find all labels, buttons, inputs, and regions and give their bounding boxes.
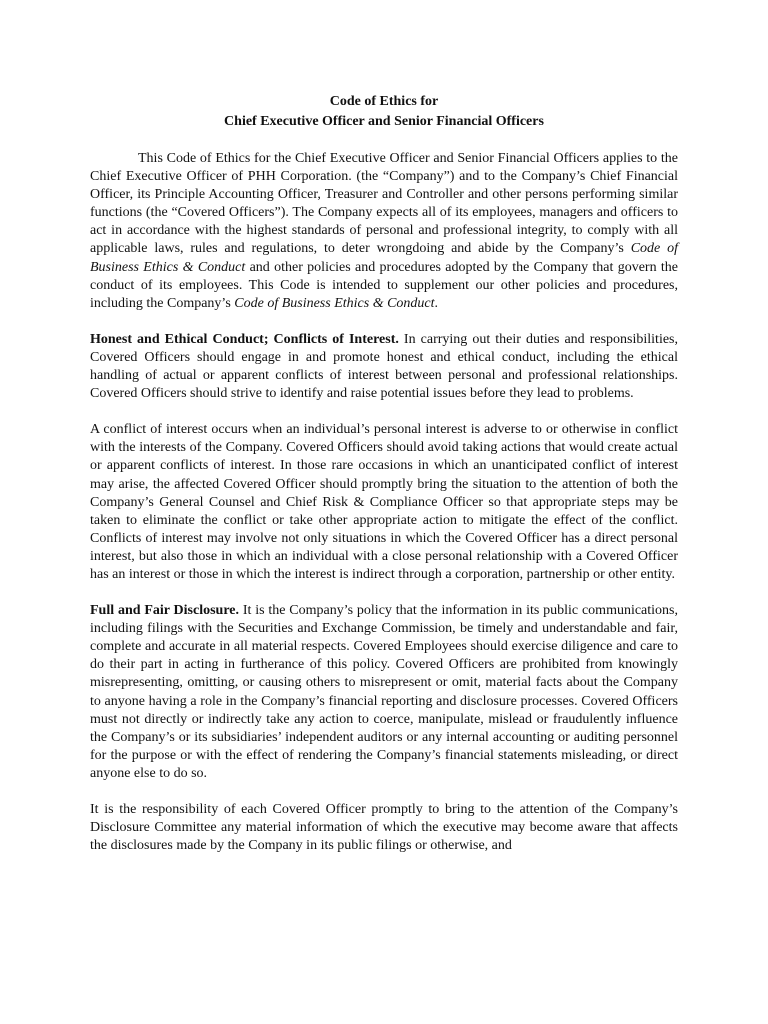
disclosure-paragraph xyxy=(90,602,678,783)
title-line-1: Code of Ethics for xyxy=(329,94,439,109)
disclosure-text: It is the Company’s policy that the information in its public communications, including filings with the Securities and Exchange Commission, be timely and understandable and fair, complete and accurate in all material respects. Covered Employees should exercise diligence and care to do their part in acting in furtherance of this policy. Covered Officers are prohibited from knowingly misrepresenting, omitting, or causing others to misrepresent or omit, material facts about the Company to anyone having a role in the Company’s financial reporting and disclosure processes. Covered Officers must not directly or indirectly take any action to coerce, manipulate, mislead or fraudulently influence the Company’s or its subsidiaries’ independent auditors or any internal accounting or auditing personnel for the purpose or with the effect of rendering the Company’s financial statements misleading, or direct anyone else to do so. xyxy=(90,603,679,781)
honest-conduct-heading: Honest and Ethical Conduct; Conflicts of Interest. xyxy=(90,331,399,347)
title-line-2: Chief Executive Officer and Senior Financial Officers xyxy=(224,114,544,129)
honest-conduct-paragraph xyxy=(90,331,678,403)
responsibility-paragraph: It is the responsibility of each Covered Officer promptly to bring to the attention of the Company’s Disclosure Committee any material information of which the executive may become aware that affects the disclosures made by the Company in its public filings or otherwise, and xyxy=(90,802,678,854)
intro-text-2: and other policies and procedures adopted by the Company that govern the conduct of its employees. This Code is intended to supplement our other policies and procedures, including the Company’s xyxy=(90,259,678,311)
intro-text-1: This Code of Ethics for the Chief Executive Officer and Senior Financial Officers applies to the Chief Executive Officer of PHH Corporation. (the “Company”) and to the Company’s Chief Financial Officer, its Principle Accounting Officer, Treasurer and Controller and other persons performing similar functions (the “Covered Officers”). The Company expects all of its employees, managers and officers to act in accordance with the highest standards of personal and professional integrity, to comply with all applicable laws, rules and regulations, to deter wrongdoing and abide by the Company’s xyxy=(90,151,678,257)
conflict-paragraph: A conflict of interest occurs when an individual’s personal interest is adverse to or otherwise in conflict with the interests of the Company. Covered Officers should avoid taking actions that would create actual or apparent conflicts of interest. In those rare occasions in which an unanticipated conflict of interest may arise, the affected Covered Officer should promptly bring the situation to the attention of both the Company’s General Counsel and Chief Risk & Compliance Officer so that appropriate steps may be taken to eliminate the conflict or take other appropriate action to mitigate the effect of the conflict. Conflicts of interest may involve not only situations in which the Covered Officer has a direct personal interest, but also those in which an individual with a close personal relationship with a Covered Officer has an interest or those in which the interest is indirect through a corporation, partnership or other entity. xyxy=(90,422,678,582)
honest-conduct-text: In carrying out their duties and responsibilities, Covered Officers should engage in and promote honest and ethical conduct, including the ethical handling of actual or apparent conflicts of interest between personal and professional relationships. Covered Officers should strive to identify and raise potential issues before they lead to problems. xyxy=(90,331,678,402)
intro-text-3: . xyxy=(434,295,439,311)
disclosure-heading: Full and Fair Disclosure. xyxy=(90,603,240,619)
document-title xyxy=(90,92,678,132)
intro-paragraph xyxy=(90,150,678,313)
intro-italic-1: Code of Business Ethics & Conduct xyxy=(90,241,678,275)
intro-italic-2: Code of Business Ethics & Conduct xyxy=(234,295,435,311)
